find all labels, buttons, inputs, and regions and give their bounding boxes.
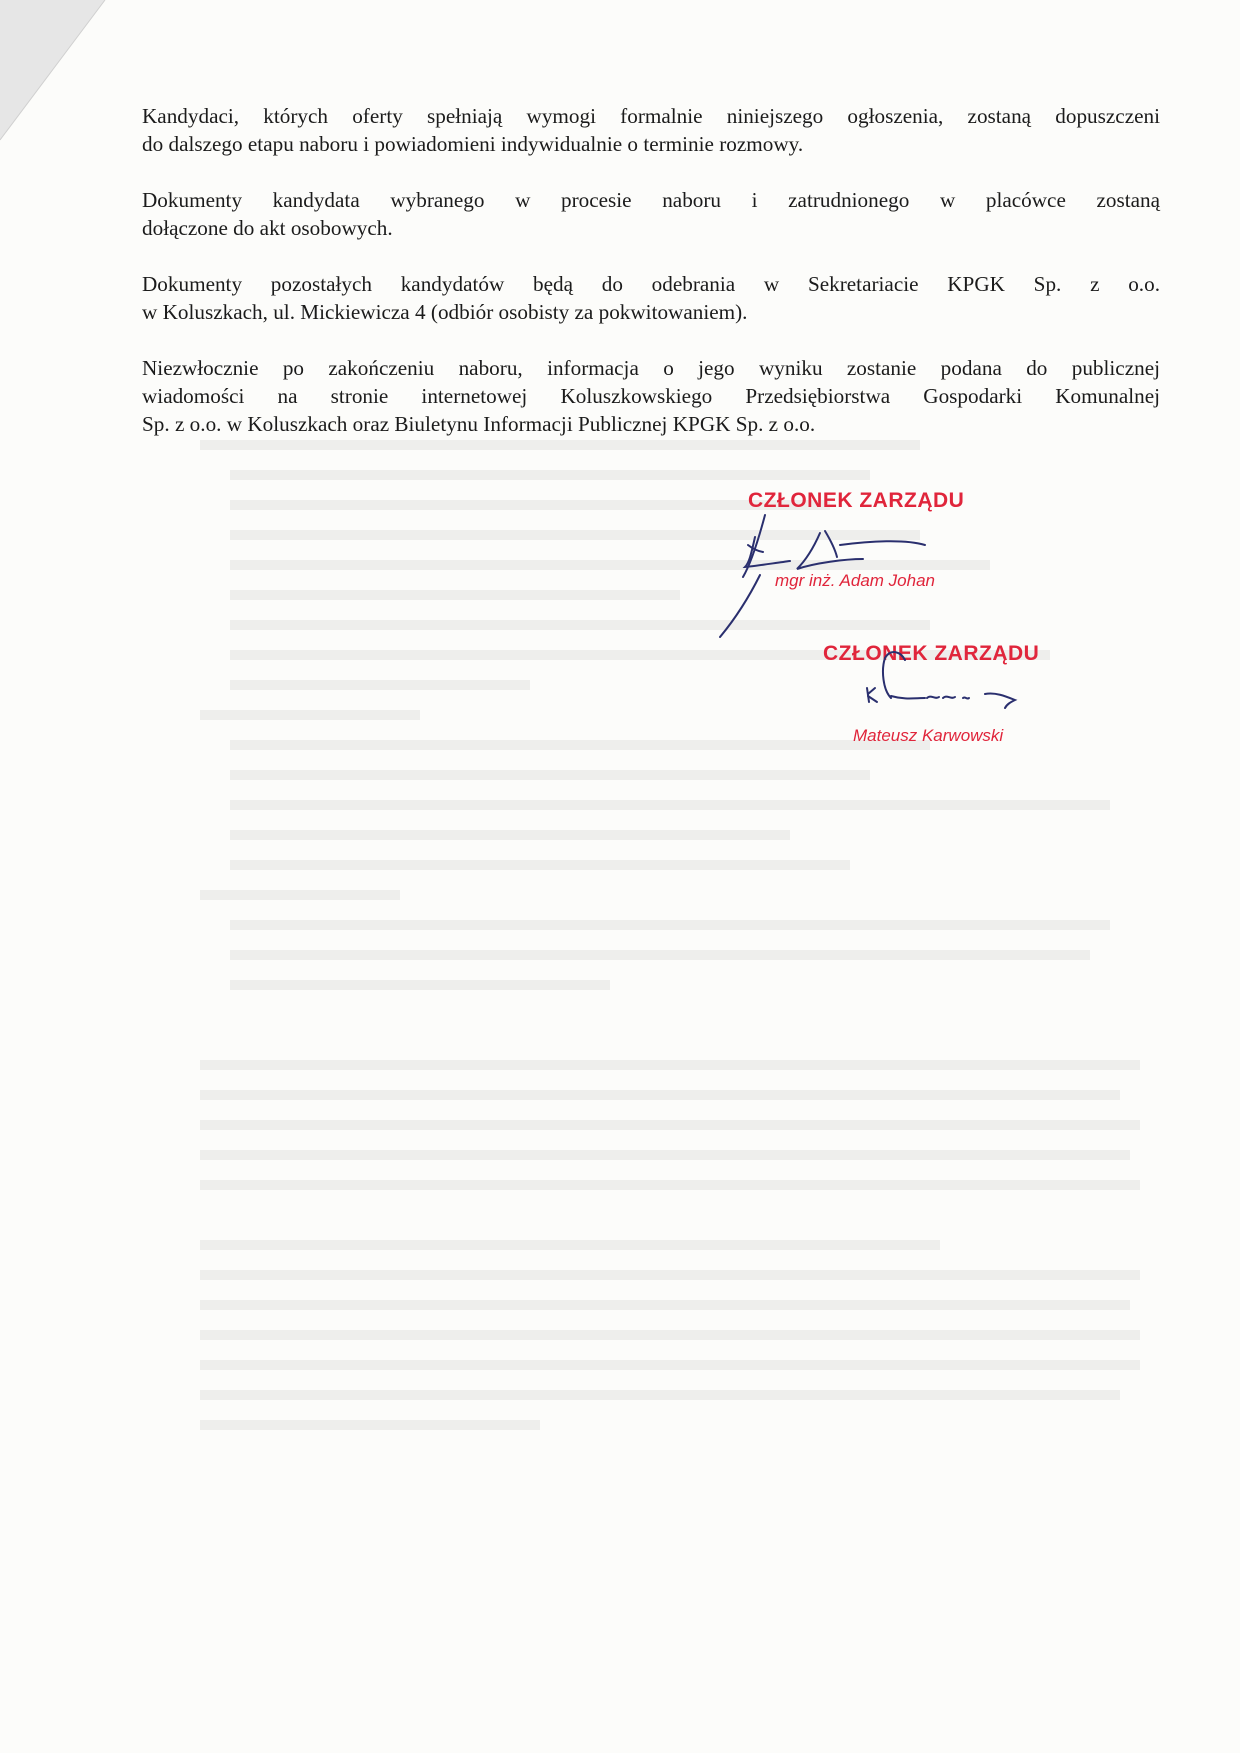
letter-body [142,102,1160,466]
stamp-title: CZŁONEK ZARZĄDU [823,642,1040,665]
stamp-title: CZŁONEK ZARZĄDU [748,489,965,512]
board-member-stamp-1 [748,489,965,590]
text-line: do dalszego etapu naboru i powiadomieni indywidualnie o terminie rozmowy. [142,132,804,156]
scan-corner-shadow [0,0,110,150]
text-line: Dokumenty pozostałych kandydatów będą do odebrania w Sekretariacie KPGK Sp. z o.o. [142,272,1160,296]
text-line: Sp. z o.o. w Koluszkach oraz Biuletynu Informacji Publicznej KPGK Sp. z o.o. [142,412,816,436]
paragraph-results-publication [142,354,1160,438]
text-line: Dokumenty kandydata wybranego w procesie naboru i zatrudnionego w placówce zostaną [142,188,1160,212]
text-line: dołączone do akt osobowych. [142,216,393,240]
text-line: w Koluszkach, ul. Mickiewicza 4 (odbiór osobisty za pokwitowaniem). [142,300,748,324]
stamp-name: mgr inż. Adam Johan [775,571,935,590]
text-line: Kandydaci, których oferty spełniają wymogi formalnie niniejszego ogłoszenia, zostaną dopuszczeni [142,104,1160,128]
board-member-stamp-2 [823,642,1040,745]
show-through-text-background [200,440,1160,1590]
paragraph-selected-candidate [142,186,1160,242]
paragraph-qualification [142,102,1160,158]
stamp-name: Mateusz Karwowski [853,726,1004,745]
text-line: Niezwłocznie po zakończeniu naboru, informacja o jego wyniku zostanie podana do publicznej [142,356,1160,380]
text-line: wiadomości na stronie internetowej Koluszkowskiego Przedsiębiorstwa Gospodarki Komunalnej [142,384,1160,408]
paragraph-other-candidates [142,270,1160,326]
